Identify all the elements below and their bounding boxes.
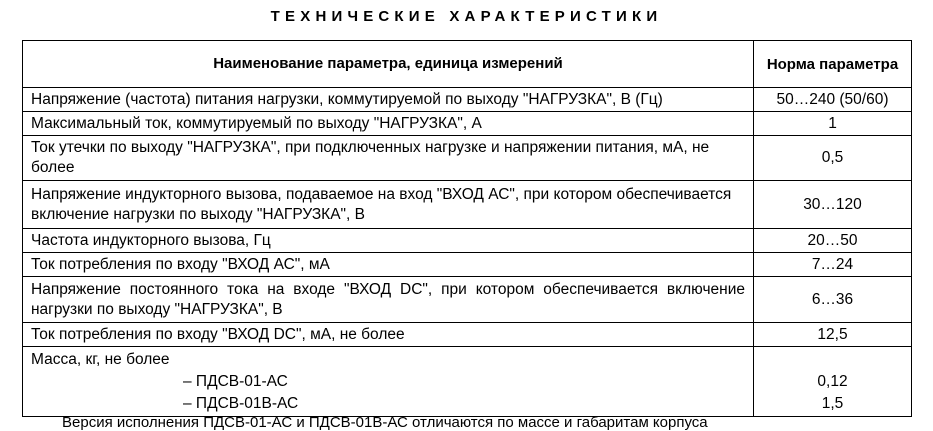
row-param: Напряжение индукторного вызова, подаваемое на вход "ВХОД АС", при котором обеспечивается включение нагрузки по выходу "НАГРУЗКА", В — [23, 181, 754, 229]
mass-param-cell — [23, 347, 754, 417]
row-value: 0,5 — [754, 136, 912, 181]
row-param: Частота индукторного вызова, Гц — [23, 229, 754, 253]
spec-table — [22, 40, 912, 417]
mass-label: Масса, кг, не более — [31, 351, 170, 368]
header-param: Наименование параметра, единица измерений — [23, 41, 754, 88]
footer-text-cut: Версия исполнения ПДСВ-01-АС и ПДСВ-01В-АС отличаются по массе и габаритам корпуса — [62, 414, 708, 431]
row-param: Напряжение (частота) питания нагрузки, коммутируемой по выходу "НАГРУЗКА", В (Гц) — [23, 88, 754, 112]
mass-value-cell — [754, 347, 912, 417]
table-row — [23, 181, 912, 229]
row-value: 20…50 — [754, 229, 912, 253]
table-row — [23, 88, 912, 112]
row-value: 6…36 — [754, 277, 912, 323]
mass-item-value: 1,5 — [821, 395, 844, 412]
header-norm: Норма параметра — [754, 41, 912, 88]
row-value: 1 — [754, 112, 912, 136]
row-param: Ток потребления по входу "ВХОД DC", мА, не более — [23, 323, 754, 347]
table-row-mass — [23, 347, 912, 417]
mass-item-value: 0,12 — [817, 373, 848, 390]
row-value: 50…240 (50/60) — [754, 88, 912, 112]
table-row — [23, 253, 912, 277]
table-header-row — [23, 41, 912, 88]
row-param: Максимальный ток, коммутируемый по выходу "НАГРУЗКА", А — [23, 112, 754, 136]
table-row — [23, 277, 912, 323]
row-param: Ток потребления по входу "ВХОД АС", мА — [23, 253, 754, 277]
table-row — [23, 112, 912, 136]
row-param: Напряжение постоянного тока на входе "ВХОД DC", при котором обеспечивается включение нагрузки по выходу "НАГРУЗКА", В — [23, 277, 754, 323]
page-title: ТЕХНИЧЕСКИЕ ХАРАКТЕРИСТИКИ — [270, 8, 663, 25]
table-row — [23, 229, 912, 253]
table-row — [23, 136, 912, 181]
row-value: 12,5 — [754, 323, 912, 347]
table-row — [23, 323, 912, 347]
mass-item-name: – ПДСВ-01В-АС — [183, 395, 299, 412]
row-param: Ток утечки по выходу "НАГРУЗКА", при подключенных нагрузке и напряжении питания, мА, не более — [23, 136, 754, 181]
mass-item-name: – ПДСВ-01-АС — [183, 373, 288, 390]
row-value: 30…120 — [754, 181, 912, 229]
row-value: 7…24 — [754, 253, 912, 277]
